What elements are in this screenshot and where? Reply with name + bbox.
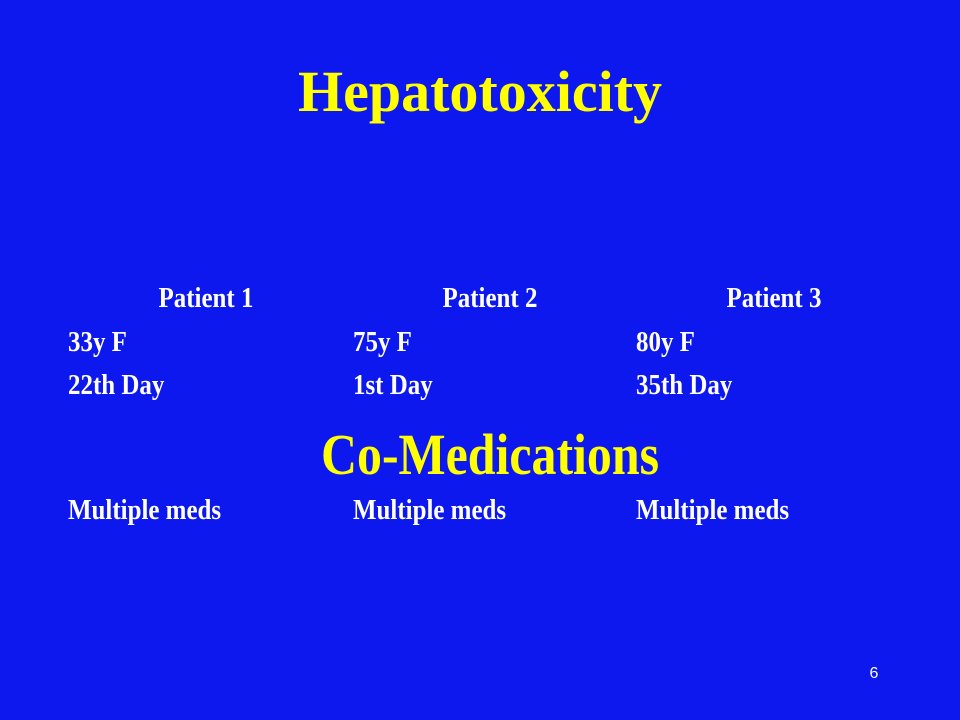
patient-2-day: 1st Day [353, 369, 433, 401]
co-medications-heading: Co-Medications [320, 422, 660, 487]
patient-3-meds: Multiple meds [636, 494, 790, 526]
slide-title: Hepatotoxicity [297, 59, 663, 124]
patient-1-day: 22th Day [68, 369, 165, 401]
patient-3-age-sex: 80y F [636, 326, 695, 358]
patient-1-age-sex: 33y F [68, 326, 127, 358]
patient-2-header: Patient 2 [442, 282, 538, 314]
page-number: 6 [869, 665, 879, 682]
patient-1-header: Patient 1 [158, 282, 254, 314]
patient-3-header: Patient 3 [726, 282, 822, 314]
patient-1-meds: Multiple meds [68, 494, 222, 526]
patient-3-day: 35th Day [636, 369, 733, 401]
patient-2-meds: Multiple meds [353, 494, 507, 526]
patient-2-age-sex: 75y F [353, 326, 412, 358]
